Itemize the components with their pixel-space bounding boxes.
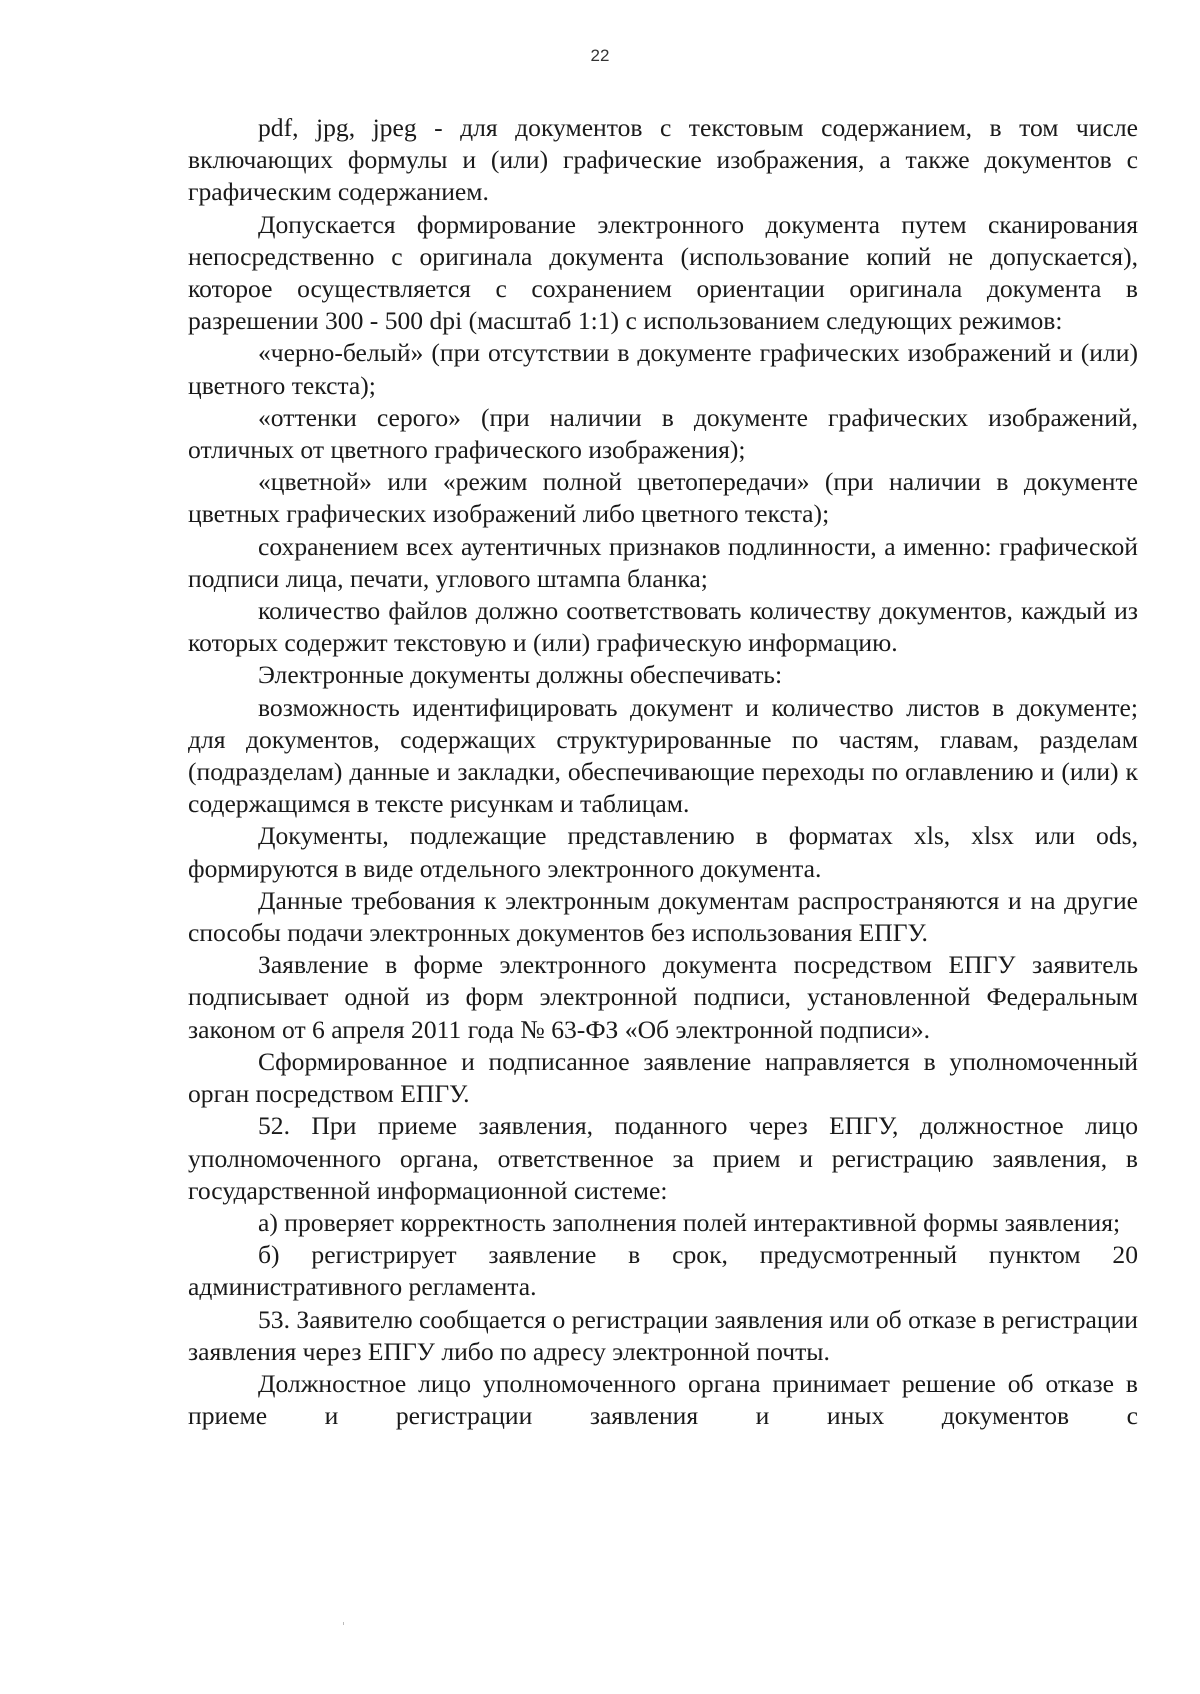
paragraph-file-formats: pdf, jpg, jpeg - для документов с текстовым содержанием, в том числе включающих формулы и (или) графические изображения, а также документов с графическим содержанием. [188, 113, 1138, 207]
page-number: 22 [590, 46, 610, 65]
paragraph-item-52-a: а) проверяет корректность заполнения полей интерактивной формы заявления; [258, 1207, 1121, 1237]
paragraph-mode-black-white: «черно-белый» (при отсутствии в документе графических изображений и (или) цветного текста); [188, 338, 1138, 400]
paragraph-identification: возможность идентифицировать документ и количество листов в документе; для документов, содержащих структурированные по частям, главам, разделам (подразделам) данные и закладки, обеспечивающие переходы по оглавлению и (или) к содержащимся в тексте рисункам и таблицам. [188, 692, 1138, 819]
paragraph-file-count: количество файлов должно соответствовать количеству документов, каждый из которых содержит текстовую и (или) графическую информацию. [188, 596, 1138, 658]
paragraph-item-53: 53. Заявителю сообщается о регистрации заявления или об отказе в регистрации заявления через ЕПГУ либо по адресу электронной почты. [188, 1304, 1138, 1366]
paragraph-mode-grayscale: «оттенки серого» (при наличии в документе графических изображений, отличных от цветного графического изображения); [188, 402, 1138, 465]
paragraph-refusal-decision: Должностное лицо уполномоченного органа принимает решение об отказе в приеме и регистрации заявления и иных документов с [188, 1368, 1138, 1431]
paragraph-scanning-allowed: Допускается формирование электронного документа путем сканирования непосредственно с оригинала документа (использование копий не допускается), которое осуществляется с сохранением ориентации оригинала документа в разрешении 300 - 500 dpi (масштаб 1:1) с использованием следующих режимов: [188, 209, 1138, 336]
paragraph-item-52-b: б) регистрирует заявление в срок, предусмотренный пунктом 20 административного регламента. [188, 1240, 1138, 1302]
paragraph-electronic-signature: Заявление в форме электронного документа посредством ЕПГУ заявитель подписывает одной из форм электронной подписи, установленной Федеральным законом от 6 апреля 2011 года № 63-ФЗ «Об электронной подписи». [188, 950, 1138, 1044]
paragraph-authenticity: сохранением всех аутентичных признаков подлинности, а именно: графической подписи лица, печати, углового штампа бланка; [188, 531, 1138, 593]
paragraph-application-sent: Сформированное и подписанное заявление направляется в уполномоченный орган посредством ЕПГУ. [188, 1046, 1138, 1109]
paragraph-requirements-scope: Данные требования к электронным документам распространяются и на другие способы подачи электронных документов без использования ЕПГУ. [188, 885, 1138, 948]
paragraph-electronic-docs-must: Электронные документы должны обеспечивать: [258, 660, 783, 690]
document-body [188, 112, 1138, 1432]
paragraph-item-52: 52. При приеме заявления, поданного через ЕПГУ, должностное лицо уполномоченного органа, ответственное за прием и регистрацию заявления, в государственной информационной системе: [188, 1111, 1138, 1205]
paragraph-mode-color: «цветной» или «режим полной цветопередачи» (при наличии в документе цветных графических изображений либо цветного текста); [188, 467, 1138, 529]
paragraph-spreadsheet-formats: Документы, подлежащие представлению в форматах xls, xlsx или ods, формируются в виде отдельного электронного документа. [188, 821, 1138, 883]
scan-speck [343, 1622, 344, 1625]
